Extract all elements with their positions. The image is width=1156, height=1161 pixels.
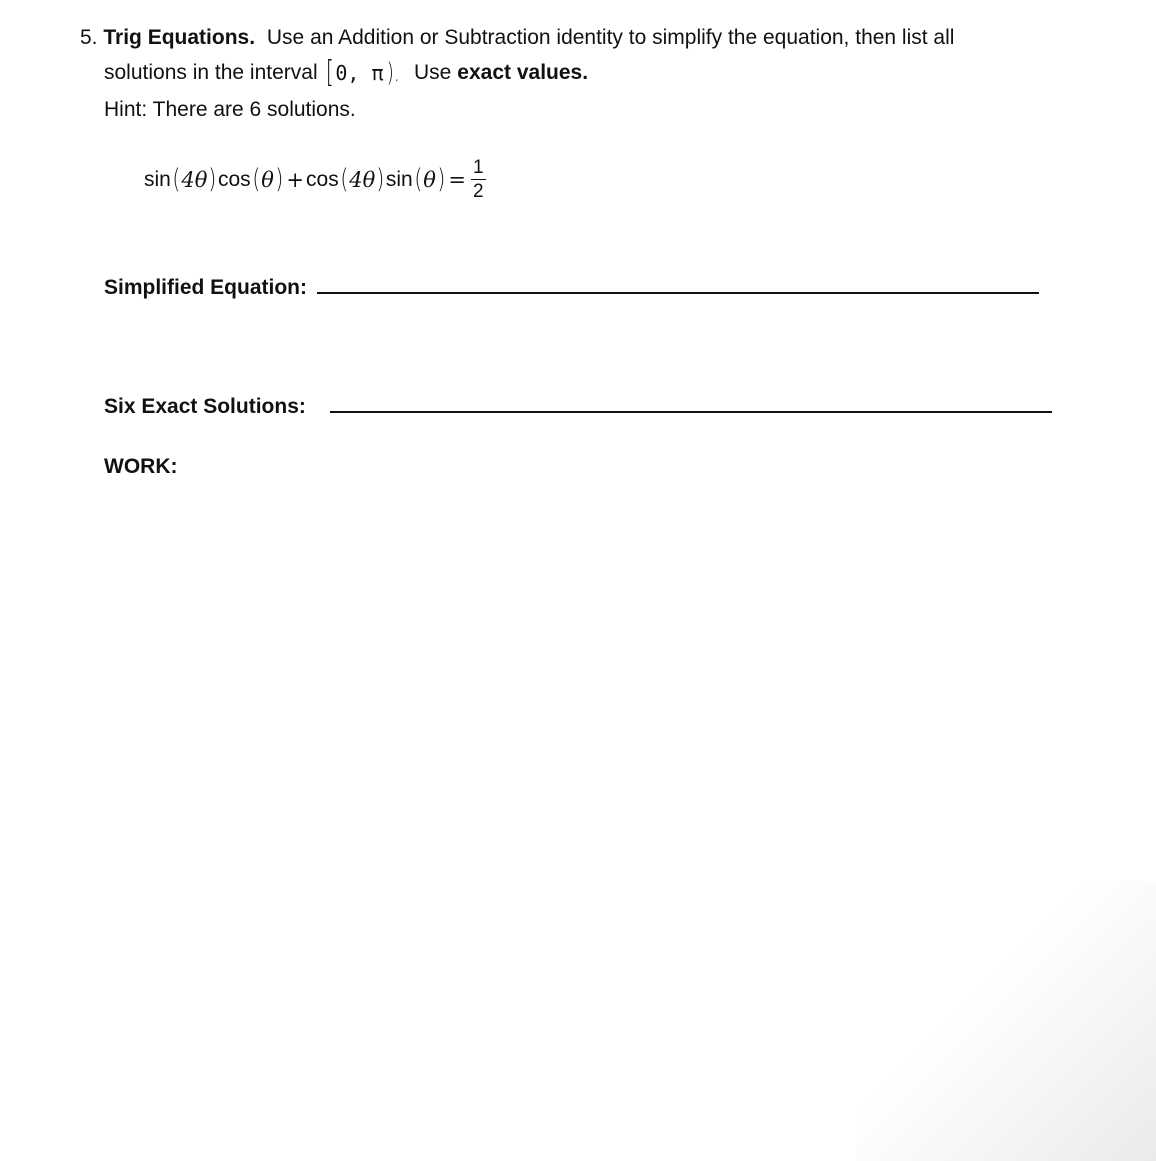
six-solutions-row bbox=[104, 395, 1052, 419]
eq-numerator: 1 bbox=[473, 157, 484, 178]
eq-arg-2: θ bbox=[261, 167, 274, 192]
eq-cos-1: cos bbox=[217, 167, 251, 191]
eq-arg-4: θ bbox=[423, 167, 436, 192]
use-text: Use bbox=[413, 61, 452, 84]
interval-value: 0, π bbox=[335, 61, 384, 85]
eq-fraction bbox=[471, 158, 486, 201]
problem-statement bbox=[80, 26, 954, 50]
six-solutions-answer-line[interactable] bbox=[330, 410, 1052, 413]
six-solutions-label: Six Exact Solutions: bbox=[104, 395, 306, 418]
eq-sin-2: sin bbox=[385, 167, 413, 191]
eq-arg-1: 4θ bbox=[181, 167, 208, 192]
problem-title: Trig Equations. bbox=[103, 26, 256, 49]
interval-close-paren: ). bbox=[386, 58, 400, 88]
eq-denominator: 2 bbox=[473, 181, 484, 202]
exact-values-text: exact values. bbox=[457, 61, 589, 84]
simplified-equation-label: Simplified Equation: bbox=[104, 276, 307, 299]
eq-plus: + bbox=[286, 167, 305, 192]
work-label: WORK: bbox=[104, 455, 178, 478]
eq-equals: = bbox=[448, 167, 467, 192]
work-area[interactable] bbox=[104, 490, 1044, 1130]
interval-open-bracket: [ bbox=[325, 55, 334, 90]
problem-number: 5. bbox=[80, 26, 98, 49]
hint-text: Hint: There are 6 solutions. bbox=[104, 98, 356, 121]
eq-arg-3: 4θ bbox=[349, 167, 376, 192]
simplified-equation-row bbox=[104, 276, 1039, 300]
eq-cos-2: cos bbox=[306, 167, 339, 191]
interval bbox=[324, 55, 402, 90]
trig-equation: sin ( 4θ ) cos ( θ ) + cos ( 4θ ) sin ( θ ) = $\frac{1}{2}$ bbox=[144, 157, 484, 202]
problem-instruction-line2 bbox=[104, 55, 589, 90]
problem-instruction: Use an Addition or Subtraction identity to simplify the equation, then list all bbox=[266, 26, 955, 49]
eq-sin-1: sin bbox=[144, 167, 171, 191]
simplified-equation-answer-line[interactable] bbox=[317, 291, 1039, 294]
interval-text: solutions in the interval bbox=[104, 61, 318, 84]
